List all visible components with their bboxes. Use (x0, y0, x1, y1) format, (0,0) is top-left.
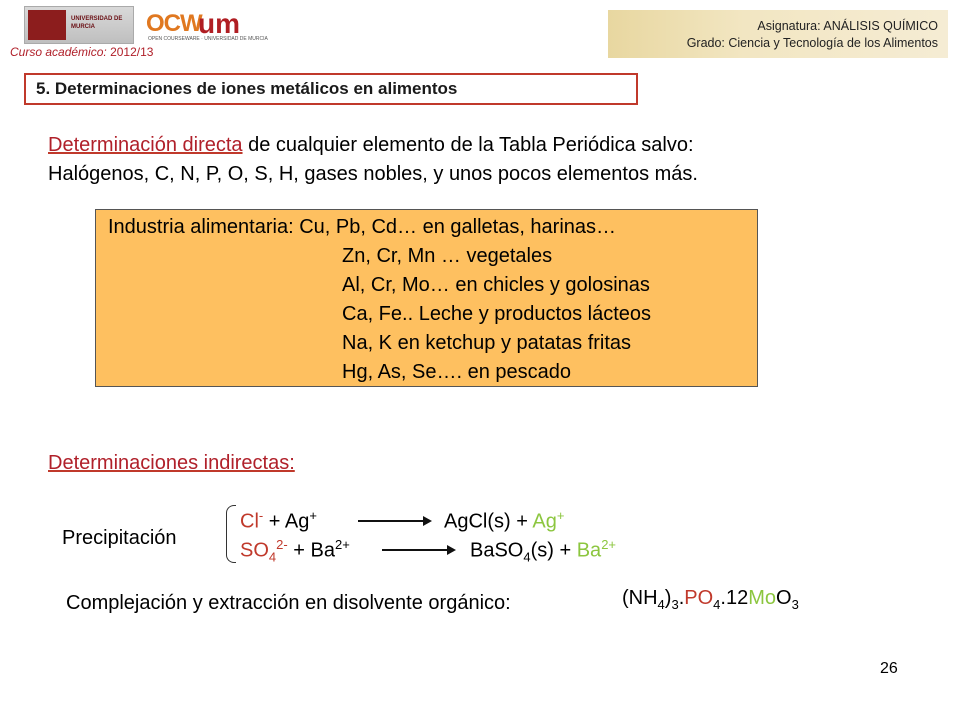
equation-2-reactants (240, 537, 350, 565)
intro-line1-rest: de cualquier elemento de la Tabla Periódica salvo: (242, 134, 694, 156)
curso-label: Curso académico: (10, 45, 107, 59)
page-number: 26 (880, 660, 898, 677)
sulfate-subscript: 4 (268, 549, 277, 565)
ocw-logo-subtitle: OPEN COURSEWARE · UNIVERSIDAD DE MURCIA (148, 36, 268, 42)
baso4-product: BaSO (470, 539, 524, 562)
formula-12: .12 (720, 587, 749, 609)
barium-charge: 2+ (334, 537, 350, 552)
chloride-ion: Cl (240, 510, 259, 533)
direct-determination-highlight: Determinación directa (48, 134, 243, 156)
formula-phosphate-sub: 4 (713, 597, 721, 612)
ocw-um-logo (146, 8, 268, 44)
formula-mo: Mo (748, 587, 776, 609)
barium-reactant: + Ba (287, 539, 335, 562)
section-title: 5. Determinaciones de iones metálicos en alimentos (24, 73, 638, 105)
excess-barium-charge: 2+ (601, 537, 617, 552)
industry-line-5: Hg, As, Se…. en pescado (342, 361, 572, 383)
industry-line-0: Industria alimentaria: Cu, Pb, Cd… en galletas, harinas… (108, 216, 617, 238)
subject-box (608, 10, 948, 58)
reaction-arrow-2-icon (382, 549, 454, 551)
chloride-charge: - (258, 508, 264, 523)
ammonium-phosphomolybdate-formula (622, 587, 799, 612)
equation-1-products (444, 508, 564, 534)
industry-line-3: Ca, Fe.. Leche y productos lácteos (342, 303, 652, 325)
formula-phosphate: PO (684, 587, 714, 609)
food-industry-box (95, 209, 758, 387)
equation-1-reactants (240, 508, 317, 534)
brace-icon (226, 505, 236, 563)
baso4-state: (s) + (530, 539, 577, 562)
excess-silver: Ag (532, 510, 557, 533)
excess-barium: Ba (576, 539, 602, 562)
precipitation-label: Precipitación (62, 527, 177, 549)
intro-line2: Halógenos, C, N, P, O, S, H, gases nobles, y unos pocos elementos más. (48, 163, 698, 185)
academic-year (10, 45, 153, 59)
um-logo-text: um (198, 8, 240, 39)
university-seal-icon (28, 10, 66, 40)
sulfate-charge: 2- (276, 537, 288, 552)
ocw-logo-text: OCW (146, 10, 202, 37)
sulfate-ion: SO (240, 539, 269, 562)
equation-2-products (470, 537, 616, 565)
formula-part-nh: (NH (622, 587, 658, 609)
formula-o: O (776, 587, 792, 609)
reaction-arrow-1-icon (358, 520, 430, 522)
formula-sub-4: 4 (657, 597, 665, 612)
universidad-murcia-logo (24, 6, 134, 44)
agcl-product: AgCl(s) + (444, 510, 533, 533)
intro-paragraph (48, 131, 878, 189)
silver-reactant: + Ag (263, 510, 310, 533)
indirect-determinations-title: Determinaciones indirectas: (48, 452, 295, 474)
complexation-label: Complejación y extracción en disolvente orgánico: (66, 592, 511, 614)
silver-charge: + (309, 508, 317, 523)
curso-year: 2012/13 (110, 45, 154, 59)
grado-text: Grado: Ciencia y Tecnología de los Alimentos (686, 36, 938, 50)
formula-part-paren: ) (664, 587, 672, 609)
formula-o-sub: 3 (791, 597, 799, 612)
baso4-subscript: 4 (523, 549, 531, 565)
formula-sub-3: 3 (671, 597, 679, 612)
industry-line-1: Zn, Cr, Mn … vegetales (342, 245, 553, 267)
formula-dot: . (678, 587, 685, 609)
industry-line-2: Al, Cr, Mo… en chicles y golosinas (342, 274, 650, 296)
industry-line-4: Na, K en ketchup y patatas fritas (342, 332, 632, 354)
logo-um-text: UNIVERSIDAD DE MURCIA (71, 16, 123, 30)
excess-silver-charge: + (556, 508, 565, 523)
asignatura-text: Asignatura: ANÁLISIS QUÍMICO (757, 19, 938, 33)
